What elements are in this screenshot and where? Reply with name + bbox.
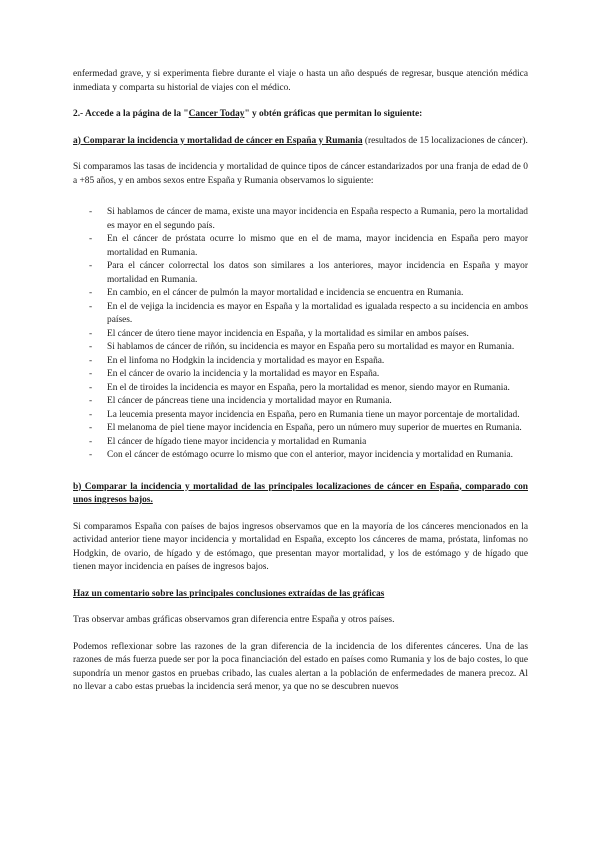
intro-continuation-paragraph: enfermedad grave, y si experimenta fiebre durante el viaje o hasta un año después de regresar, busque atención médica inmediata y comparta su historial de viajes con el médico. bbox=[73, 69, 528, 93]
list-item bbox=[73, 341, 528, 355]
bullet-dash: - bbox=[89, 409, 93, 420]
list-item-text: Con el cáncer de estómago ocurre lo mismo que con el anterior, mayor incidencia y mortalidad en Rumania. bbox=[107, 450, 513, 460]
bullet-dash: - bbox=[89, 301, 93, 312]
list-item-text: Si hablamos de cáncer de riñón, su incidencia es mayor en España pero su mortalidad es mayor en Rumania. bbox=[107, 342, 515, 352]
cancer-today-link[interactable]: Cancer Today bbox=[188, 109, 245, 119]
bullet-dash: - bbox=[89, 450, 93, 460]
section-a-heading-bold: a) Comparar la incidencia y mortalidad de cáncer en España y Rumania bbox=[73, 135, 363, 146]
list-item-text: El cáncer de hígado tiene mayor incidencia y mortalidad en Rumania bbox=[107, 436, 367, 447]
section-c-heading: Haz un comentario sobre las principales conclusiones extraídas de las gráficas bbox=[73, 588, 385, 599]
bullet-dash: - bbox=[89, 396, 93, 406]
bullet-dash: - bbox=[89, 355, 93, 366]
list-item-text: El cáncer de páncreas tiene una incidencia y mortalidad mayor en Rumania. bbox=[107, 396, 392, 406]
list-item bbox=[73, 382, 528, 396]
list-item bbox=[73, 301, 528, 328]
bullet-dash: - bbox=[89, 382, 93, 393]
list-item-text: En el linfoma no Hodgkin la incidencia y mortalidad es mayor en España. bbox=[107, 355, 385, 366]
section-c-paragraph-1: Tras observar ambas gráficas observamos gran diferencia entre España y otros países. bbox=[73, 615, 395, 625]
bullet-dash: - bbox=[89, 328, 93, 339]
list-item bbox=[73, 436, 528, 450]
bullet-dash: - bbox=[89, 423, 93, 433]
bullet-dash: - bbox=[89, 207, 93, 217]
section-2-title-pre: Accede a la página de la " bbox=[84, 109, 189, 119]
list-item-text: El melanoma de piel tiene mayor incidencia en España, pero un número muy superior de muertes en Rumania. bbox=[107, 423, 522, 433]
list-item bbox=[73, 409, 528, 423]
list-item-text: Para el cáncer colorrectal los datos son similares a los anteriores, mayor incidencia en España y mayor mortalidad en Rumania. bbox=[107, 261, 528, 285]
list-item-text: La leucemia presenta mayor incidencia en España, pero en Rumania tiene un mayor porcentaje de mortalidad. bbox=[107, 409, 520, 420]
section-c-paragraph-2: Podemos reflexionar sobre las razones de la gran diferencia de la incidencia de los diferentes cánceres. Una de las razones de más fuerza puede ser por la poca financiación del estado en países como Rumania y los de bajo costes, lo que supondría un menor gastos en pruebas cribado, las cuales alertan a la población de enfermedades de manera precoz. Al no llevar a cabo estas pruebas la incidencia será menor, ya que no se descubren nuevos bbox=[73, 641, 528, 692]
section-a-heading bbox=[73, 135, 528, 149]
section-b-heading: b) Comparar la incidencia y mortalidad de las principales localizaciones de cáncer en España, comparado con unos ingresos bajos. bbox=[73, 481, 528, 505]
section-2-title-post: " y obtén gráficas que permitan lo siguiente: bbox=[244, 109, 423, 119]
section-2-heading bbox=[73, 108, 528, 122]
list-item bbox=[73, 328, 528, 342]
list-item bbox=[73, 368, 528, 382]
bullet-dash: - bbox=[89, 261, 93, 271]
list-item-text: En el de tiroides la incidencia es mayor en España, pero la mortalidad es menor, siendo mayor en Rumania. bbox=[107, 382, 510, 393]
cancer-comparison-list bbox=[73, 206, 528, 463]
list-item-text: En el cáncer de ovario la incidencia y la mortalidad es mayor en España. bbox=[107, 369, 380, 379]
section-2-number: 2.- bbox=[73, 109, 84, 119]
list-item-text: Si hablamos de cáncer de mama, existe una mayor incidencia en España respecto a Rumania, pero la mortalidad es mayor en el segundo país. bbox=[107, 207, 528, 231]
section-b-paragraph: Si comparamos España con países de bajos ingresos observamos que en la mayoría de los cánceres mencionados en la actividad anterior tiene mayor incidencia y mortalidad en España, excepto los cánceres de mama, próstata, linfomas no Hodgkin, de ovario, de hígado y de estómago, que presentan mayor mortalidad, y los de estómago y de hígado que tienen mayor incidencia en países de ingresos bajos. bbox=[73, 521, 528, 572]
list-item-text: En el cáncer de próstata ocurre lo mismo que en el de mama, mayor incidencia en España pero mayor mortalidad en Rumania. bbox=[107, 234, 528, 258]
document-body bbox=[73, 68, 528, 695]
list-item bbox=[73, 287, 528, 301]
list-item bbox=[73, 422, 528, 436]
section-a-heading-note: (resultados de 15 localizaciones de cáncer). bbox=[362, 135, 528, 146]
list-item bbox=[73, 233, 528, 260]
list-item bbox=[73, 260, 528, 287]
bullet-dash: - bbox=[89, 342, 93, 352]
bullet-dash: - bbox=[89, 436, 93, 447]
bullet-dash: - bbox=[89, 288, 93, 298]
list-item bbox=[73, 355, 528, 369]
bullet-dash: - bbox=[89, 234, 93, 244]
list-item bbox=[73, 449, 528, 463]
list-item bbox=[73, 395, 528, 409]
list-item-text: El cáncer de útero tiene mayor incidencia en España, y la mortalidad es similar en ambos países. bbox=[107, 328, 469, 339]
bullet-dash: - bbox=[89, 369, 93, 379]
section-a-intro-paragraph: Si comparamos las tasas de incidencia y mortalidad de quince tipos de cáncer estandarizados por una franja de edad de 0 a +85 años, y en ambos sexos entre España y Rumania observamos lo siguiente: bbox=[73, 162, 528, 186]
list-item-text: En el de vejiga la incidencia es mayor en España y la mortalidad es igualada respecto a su incidencia en ambos países. bbox=[107, 301, 528, 325]
list-item bbox=[73, 206, 528, 233]
list-item-text: En cambio, en el cáncer de pulmón la mayor mortalidad e incidencia se encuentra en Rumania. bbox=[107, 288, 464, 298]
